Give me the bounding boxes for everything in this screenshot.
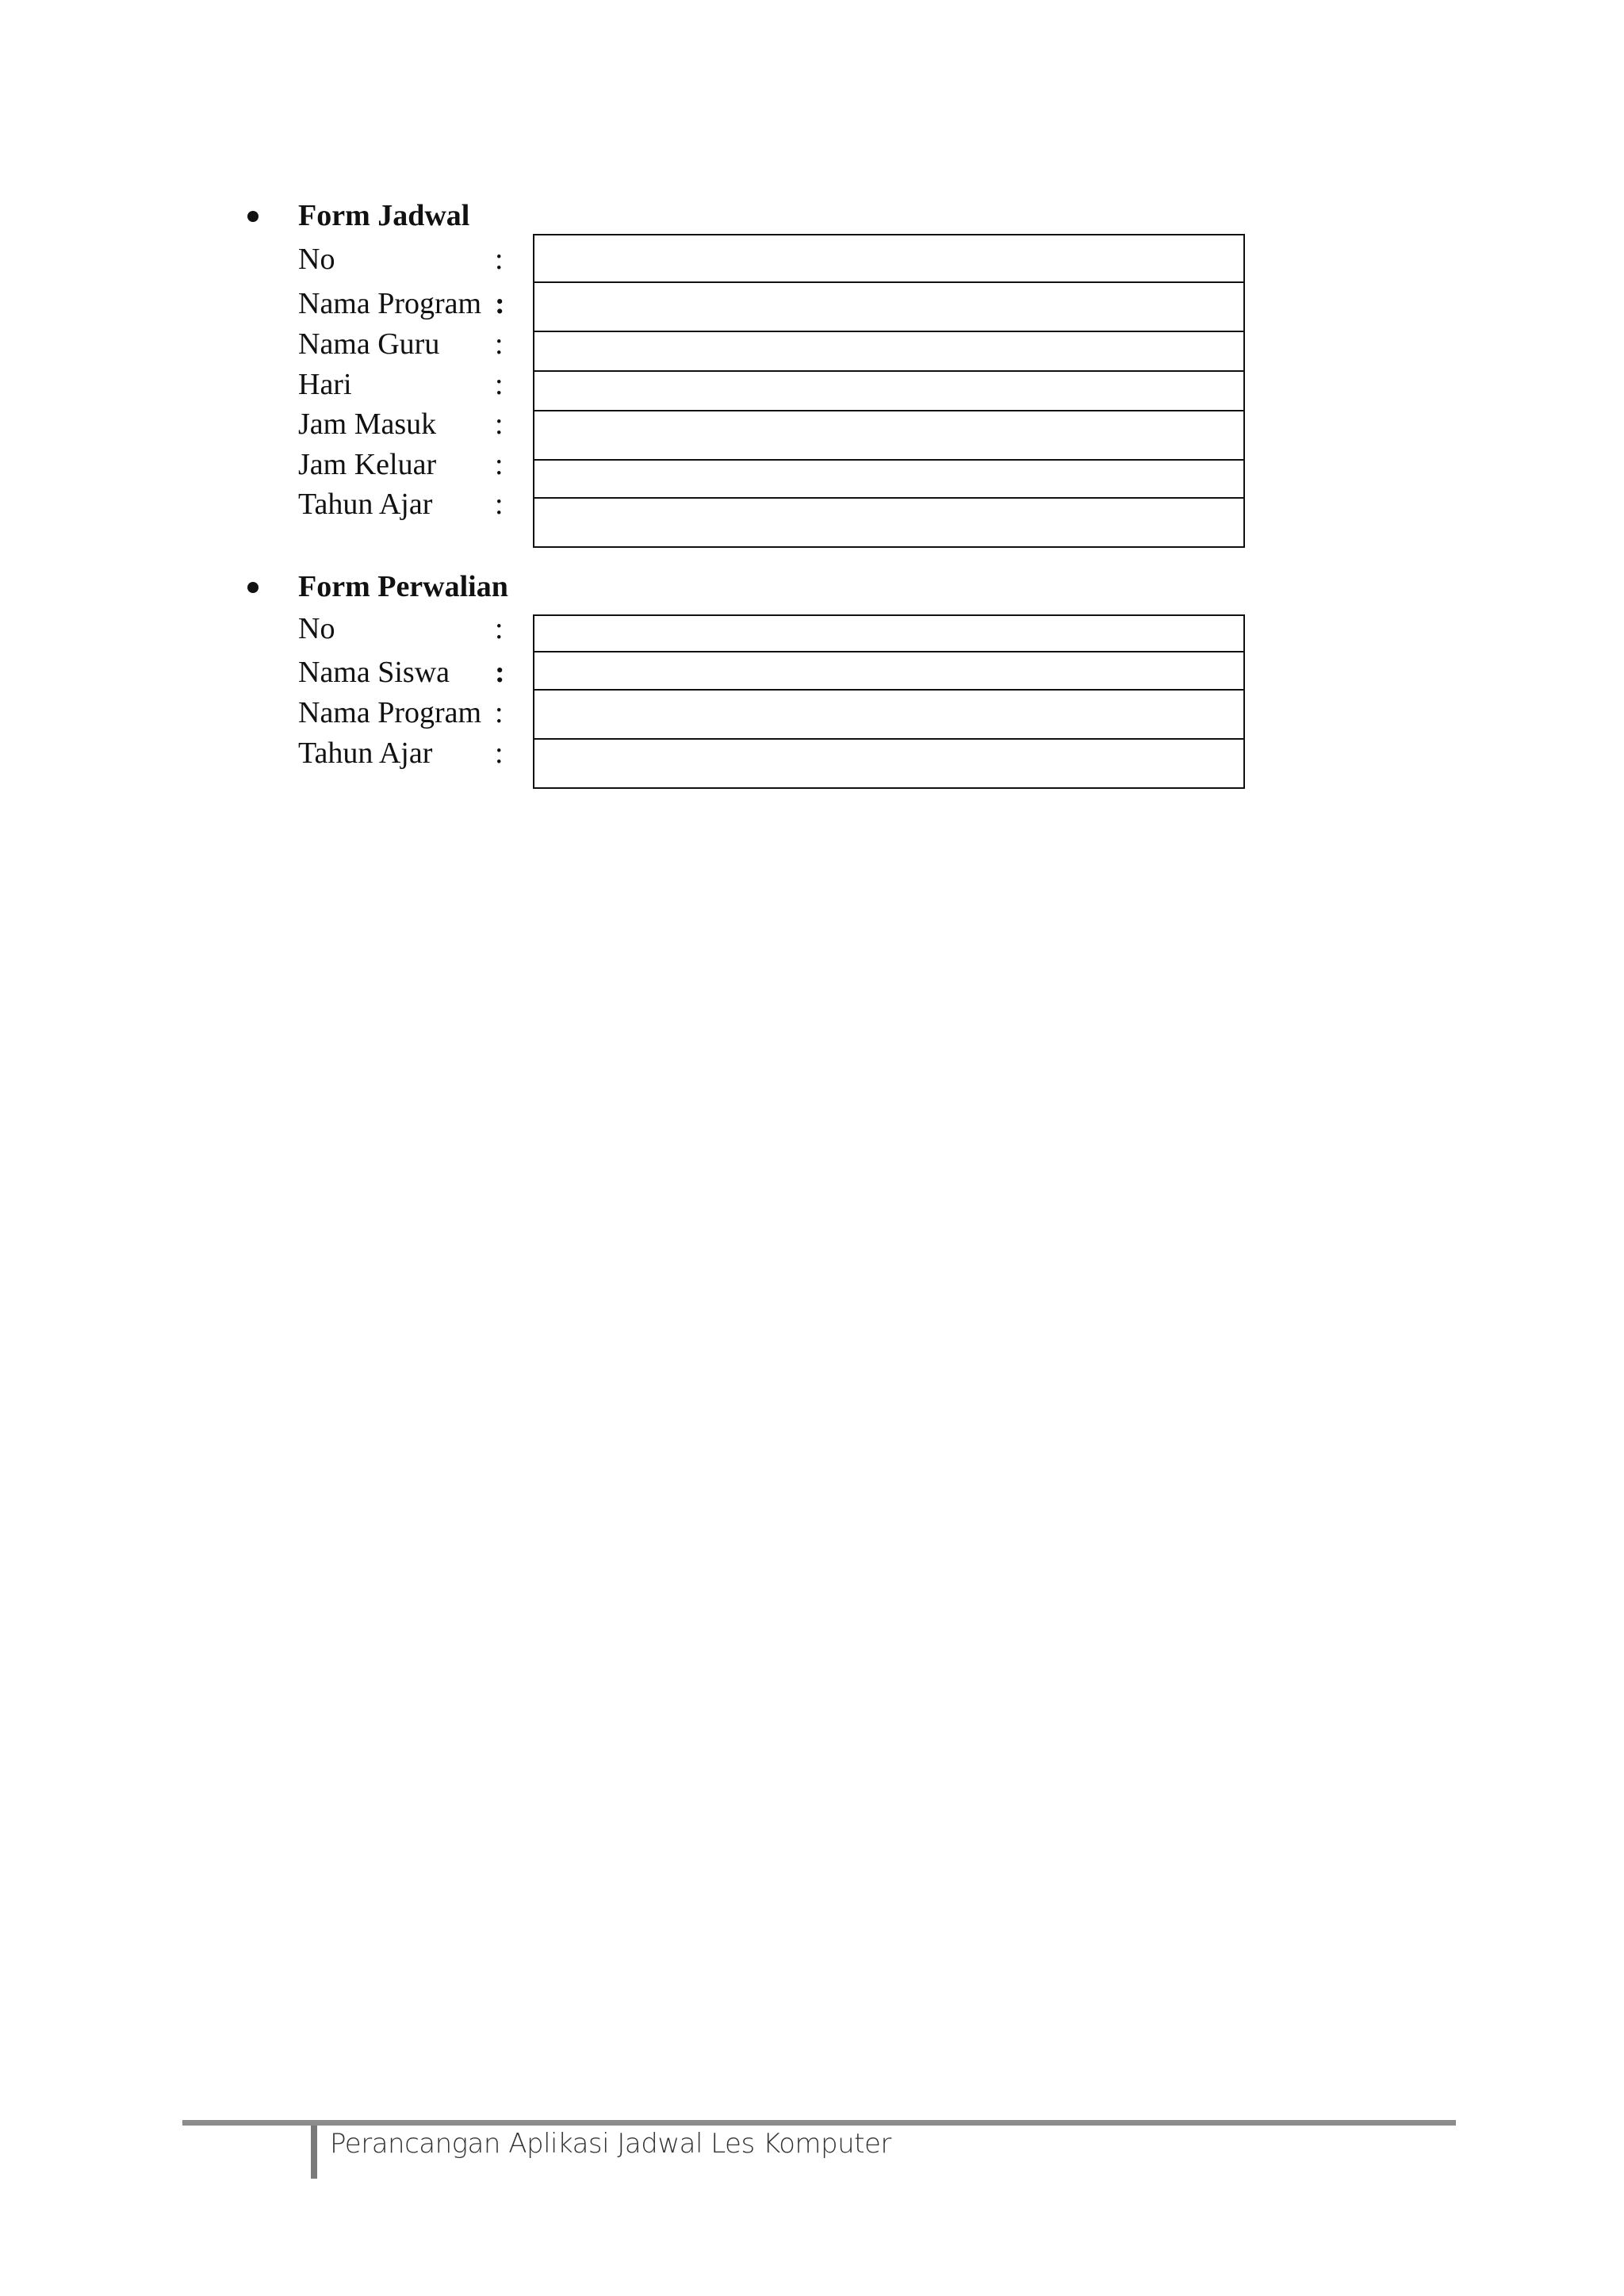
input-tahun-ajar[interactable] bbox=[533, 740, 1245, 789]
field-colon: : bbox=[495, 243, 504, 276]
field-label-no: No bbox=[298, 243, 335, 276]
bullet-icon bbox=[247, 582, 259, 593]
field-colon: : bbox=[495, 656, 505, 689]
field-label-no: No bbox=[298, 612, 335, 645]
input-nama-program[interactable] bbox=[533, 691, 1245, 740]
input-jam-masuk[interactable] bbox=[533, 411, 1245, 461]
input-tahun-ajar[interactable] bbox=[533, 499, 1245, 548]
field-colon: : bbox=[495, 448, 504, 481]
field-label-hari: Hari bbox=[298, 368, 352, 401]
footer-title: Perancangan Aplikasi Jadwal Les Komputer bbox=[330, 2128, 891, 2160]
field-colon: : bbox=[495, 488, 504, 521]
bullet-icon bbox=[247, 211, 259, 222]
field-colon: : bbox=[495, 368, 504, 401]
field-colon: : bbox=[495, 696, 504, 729]
field-label-tahun-ajar: Tahun Ajar bbox=[298, 737, 433, 770]
footer-rule bbox=[182, 2120, 1456, 2126]
input-nama-program[interactable] bbox=[533, 283, 1245, 332]
field-colon: : bbox=[495, 408, 504, 441]
field-colon: : bbox=[495, 612, 504, 645]
field-label-nama-guru: Nama Guru bbox=[298, 327, 440, 361]
field-colon: : bbox=[495, 327, 504, 361]
input-nama-guru[interactable] bbox=[533, 332, 1245, 372]
field-label-nama-program: Nama Program bbox=[298, 696, 482, 729]
field-label-jam-keluar: Jam Keluar bbox=[298, 448, 437, 481]
form-perwalian-title: Form Perwalian bbox=[298, 570, 508, 603]
field-label-tahun-ajar: Tahun Ajar bbox=[298, 488, 433, 521]
input-no[interactable] bbox=[533, 614, 1245, 652]
field-colon: : bbox=[495, 737, 504, 770]
field-label-nama-siswa: Nama Siswa bbox=[298, 656, 450, 689]
input-no[interactable] bbox=[533, 234, 1245, 283]
input-nama-siswa[interactable] bbox=[533, 652, 1245, 691]
footer-vertical-bar bbox=[311, 2126, 317, 2179]
field-label-jam-masuk: Jam Masuk bbox=[298, 408, 437, 441]
field-colon: : bbox=[495, 287, 505, 320]
input-jam-keluar[interactable] bbox=[533, 461, 1245, 499]
form-jadwal-title: Form Jadwal bbox=[298, 199, 470, 232]
field-label-nama-program: Nama Program bbox=[298, 287, 482, 320]
input-hari[interactable] bbox=[533, 372, 1245, 411]
